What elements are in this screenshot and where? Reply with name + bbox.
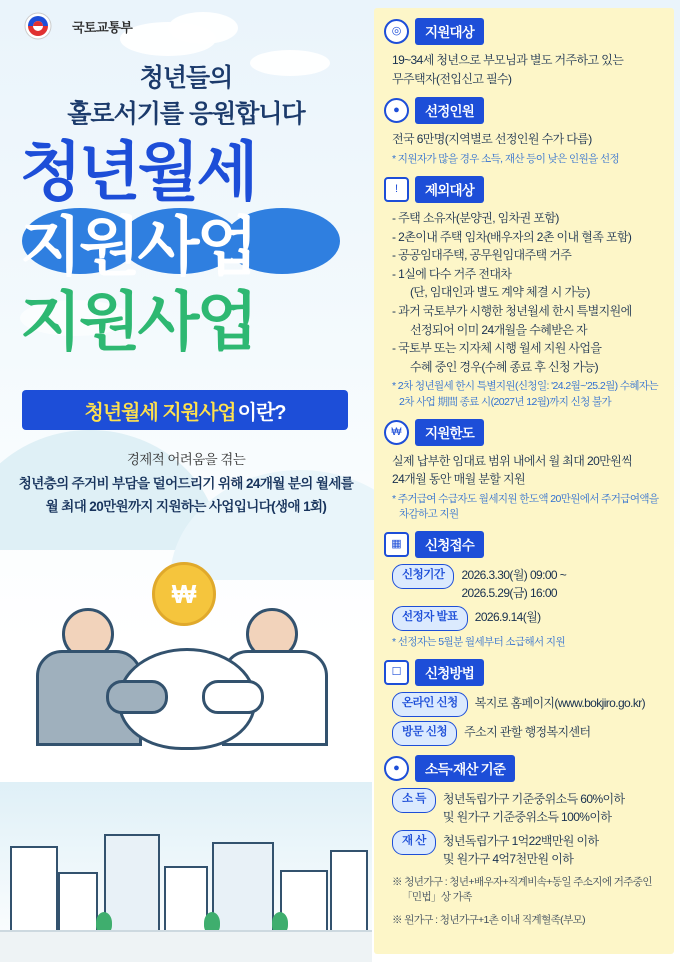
section-income-asset-criteria — [374, 755, 674, 928]
info-row — [392, 606, 662, 631]
section-title: 제외대상 — [415, 176, 484, 203]
info-row — [392, 788, 662, 826]
row-label: 선정자 발표 — [392, 606, 468, 631]
body-line: - 1실에 다수 거주 전대차 — [392, 266, 512, 281]
building-4 — [164, 866, 208, 934]
road — [0, 930, 372, 962]
calendar-icon: ▦ — [384, 532, 409, 557]
hero-title-line2: 지원사업 — [20, 211, 256, 283]
hero-desc-line2: 청년층의 주거비 부담을 덜어드리기 위해 24개월 분의 월세를 — [18, 475, 354, 491]
section-header — [384, 659, 662, 686]
hero-title-line3: 지원사업 — [20, 286, 256, 358]
building-5 — [212, 842, 274, 934]
hero-desc-line3: 월 최대 20만원까지 지원하는 사업입니다(생애 1회) — [45, 499, 327, 515]
illustration — [0, 520, 372, 962]
row-value: 주소지 관할 행정복지센터 — [464, 725, 591, 740]
row-value-line1: 청년독립가구 1억22백만원 이하 — [442, 834, 599, 849]
section-note: * 2차 청년월세 한시 특별지원(신청일: '24.2월~'25.2월) 수혜자는 — [392, 380, 659, 393]
people-icon: ● — [384, 98, 409, 123]
monitor-icon: ☐ — [384, 660, 409, 685]
row-label: 신청기간 — [392, 564, 454, 589]
body-line: - 주택 소유자(분양권, 임차권 포함) — [392, 211, 559, 225]
section-body — [384, 564, 662, 650]
row-value-line1: 청년독립가구 기준중위소득 60%이하 — [442, 792, 625, 807]
section-support-target — [374, 18, 674, 88]
section-header — [384, 419, 662, 446]
coins-icon: ● — [384, 756, 409, 781]
person-left-arm — [106, 680, 168, 714]
section-application-period — [374, 531, 674, 650]
row-value-line2: 및 원가구 4억7천만원 이하 — [442, 852, 574, 867]
info-row — [392, 564, 662, 602]
row-value[interactable]: 복지로 홈페이지(www.bokjiro.go.kr) — [474, 696, 646, 711]
section-header — [384, 755, 662, 782]
building-7 — [330, 850, 368, 934]
hero-desc-line1: 경제적 어려움을 겪는 — [126, 452, 246, 467]
section-selection-count — [374, 97, 674, 167]
section-title: 신청접수 — [415, 531, 484, 558]
body-line: 무주택자(전입신고 필수) — [392, 71, 512, 86]
section-exclusions — [374, 176, 674, 410]
body-line: (단, 임대인과 별도 계약 체결 시 가능) — [410, 285, 590, 300]
section-body — [384, 692, 662, 746]
row-label: 방문 신청 — [392, 721, 457, 746]
hero-kicker — [0, 60, 372, 133]
body-line: - 공공임대주택, 공무원임대주택 거주 — [392, 248, 572, 263]
row-value: 2026.9.14(월) — [474, 610, 541, 625]
section-note: * 선정자는 5월분 월세부터 소급해서 지원 — [392, 636, 565, 649]
body-line: 전국 6만명(지역별로 선정인원 수가 다름) — [392, 132, 592, 147]
row-value-line1: 2026.3.30(월) 09:00 ~ — [461, 568, 567, 583]
row-value — [443, 788, 625, 826]
section-title: 지원한도 — [415, 419, 484, 446]
coin-symbol: ₩ — [171, 578, 197, 609]
row-value — [461, 564, 566, 602]
section-title: 지원대상 — [415, 18, 484, 45]
row-label: 온라인 신청 — [392, 692, 468, 717]
info-row — [392, 830, 662, 868]
row-value-line2: 및 원가구 기준중위소득 100%이하 — [442, 810, 612, 825]
section-body — [384, 788, 662, 928]
body-line: - 국토부 또는 지자체 시행 월세 지원 사업을 — [392, 341, 602, 356]
row-value — [443, 830, 599, 868]
section-note: ※ 청년가구 : 청년+배우자+직계비속+동일 주소지에 거주중인 — [392, 876, 652, 889]
what-is-badge-highlight: 청년월세 지원사업 — [84, 401, 236, 424]
info-row — [392, 721, 662, 746]
section-application-method — [374, 659, 674, 746]
section-note: ※ 원가구 : 청년가구+1촌 이내 직계혈족(부모) — [392, 913, 586, 926]
row-label: 재 산 — [392, 830, 436, 855]
building-2 — [58, 872, 98, 934]
section-title: 신청방법 — [415, 659, 484, 686]
row-value-line2: 2026.5.29(금) 16:00 — [461, 586, 557, 601]
warning-icon: ! — [384, 177, 409, 202]
row-label: 소 득 — [392, 788, 436, 813]
hero-kicker-line1: 청년들의 — [139, 64, 233, 92]
body-line: 수혜 중인 경우(수혜 종료 후 신청 가능) — [410, 359, 599, 374]
money-limit-icon: ₩ — [384, 420, 409, 445]
body-line: 선정되어 이미 24개월을 수혜받은 자 — [410, 322, 587, 337]
section-note: 2차 사업 期間 종료 시(2027년 12월)까지 신청 불가 — [399, 395, 612, 408]
hero-kicker-line2: 홀로서기를 응원합니다 — [67, 100, 305, 129]
hero-description — [0, 448, 372, 519]
ministry-name: 국토교통부 — [72, 19, 133, 35]
section-body — [384, 51, 662, 88]
body-line: 24개월 동안 매월 분할 지원 — [392, 472, 526, 487]
section-note: * 지원자가 많을 경우 소득, 재산 등이 낮은 인원을 선정 — [392, 152, 620, 165]
body-line: 실제 납부한 임대료 범위 내에서 월 최대 20만원씩 — [392, 453, 633, 468]
person-right-arm — [202, 680, 264, 714]
info-row — [392, 692, 662, 717]
what-is-badge — [22, 390, 348, 430]
section-header — [384, 18, 662, 45]
section-body — [384, 130, 662, 167]
section-header — [384, 97, 662, 124]
section-header — [384, 531, 662, 558]
section-title: 소득·재산 기준 — [415, 755, 515, 782]
section-title: 선정인원 — [415, 97, 484, 124]
coin-icon — [152, 562, 216, 626]
section-support-limit — [374, 419, 674, 523]
info-panel — [374, 8, 674, 954]
building-3 — [104, 834, 160, 934]
section-note: * 주거급여 수급자도 월세지원 한도액 20만원에서 주거급여액을 — [392, 492, 659, 505]
section-body — [384, 209, 662, 410]
section-note: 「민법」상 가족 — [402, 891, 472, 904]
hero-title-line1: 청년월세 — [20, 136, 256, 208]
building-1 — [10, 846, 58, 934]
section-body — [384, 452, 662, 523]
body-line: 19~34세 청년으로 부모님과 별도 거주하고 있는 — [392, 53, 624, 67]
body-line: - 과거 국토부가 시행한 청년월세 한시 특별지원에 — [392, 303, 632, 318]
section-header — [384, 176, 662, 203]
what-is-badge-suffix: 이란? — [237, 401, 286, 424]
target-icon: ◎ — [384, 19, 409, 44]
section-note: 차감하고 지원 — [399, 508, 459, 521]
body-line: - 2촌이내 주택 임차(배우자의 2촌 이내 혈족 포함) — [392, 229, 632, 244]
